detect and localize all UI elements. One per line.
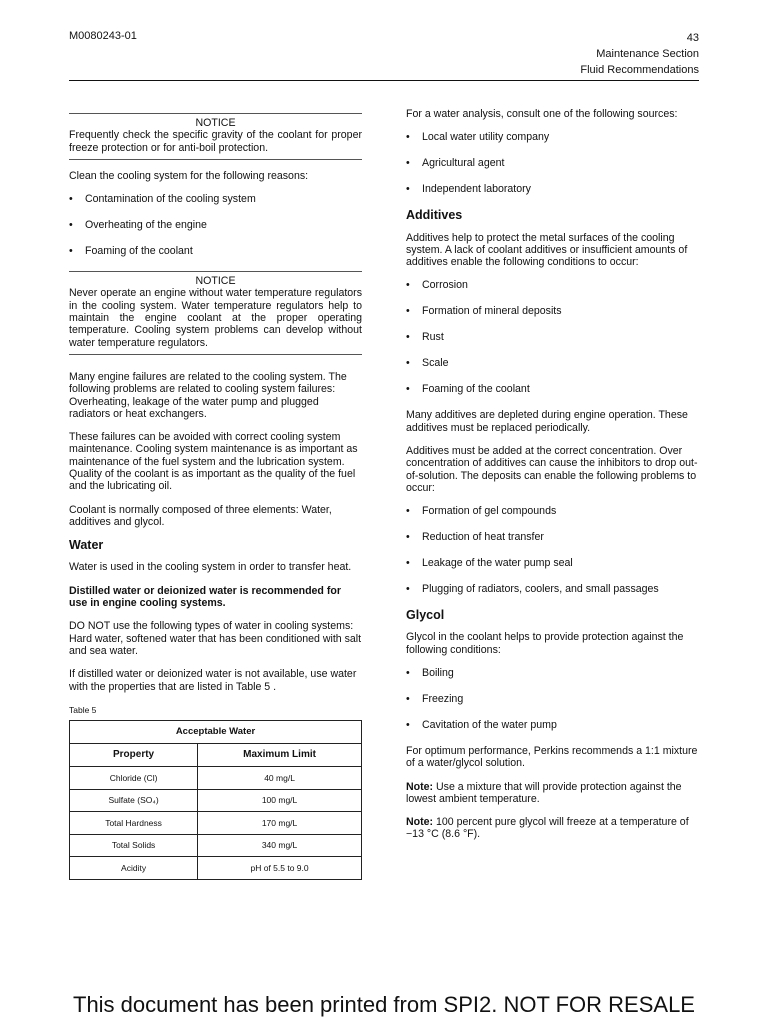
table-caption: Acceptable Water <box>70 721 362 744</box>
table-cell: Chloride (Cl) <box>70 767 198 790</box>
left-column <box>69 108 362 880</box>
list-item: • Agricultural agent <box>406 157 700 169</box>
list-item: • Leakage of the water pump seal <box>406 557 700 569</box>
paragraph: Many engine failures are related to the cooling system. The following problems are related to cooling system failures: Overheating, leakage of the water pump and plugged radiators or heat exchangers. <box>69 370 347 420</box>
notice-title: NOTICE <box>195 275 236 288</box>
table-row <box>70 812 362 835</box>
list-item: • Overheating of the engine <box>69 219 362 231</box>
paragraph: For optimum performance, Perkins recommends a 1:1 mixture of a water/glycol solution. <box>406 744 698 770</box>
list-item: • Independent laboratory <box>406 183 700 195</box>
clean-reasons-list <box>69 193 362 257</box>
conditions-list <box>406 279 700 395</box>
table-cell: Sulfate (SO₄) <box>70 789 198 812</box>
list-item: • Boiling <box>406 667 700 679</box>
table-cell: Total Hardness <box>70 812 198 835</box>
list-item: • Corrosion <box>406 279 700 291</box>
page-number: 43 <box>686 32 699 44</box>
notice-title: NOTICE <box>195 117 236 129</box>
list-item: • Formation of mineral deposits <box>406 305 700 317</box>
table-cell: Acidity <box>70 857 198 880</box>
list-item: • Reduction of heat transfer <box>406 531 700 543</box>
note-2 <box>406 816 700 841</box>
list-item: • Foaming of the coolant <box>69 245 362 257</box>
water-heading: Water <box>69 538 104 553</box>
problems-list <box>406 505 700 595</box>
subsection-title: Fluid Recommendations <box>580 64 699 76</box>
table-row <box>70 857 362 880</box>
notice-text: Frequently check the specific gravity of the coolant for proper freeze protection or for anti-boil protection. <box>69 129 362 154</box>
list-item: • Contamination of the cooling system <box>69 193 362 205</box>
paragraph: Additives help to protect the metal surfaces of the cooling system. A lack of coolant additives or insufficient amounts of additives enable the following conditions to occur: <box>406 231 688 269</box>
list-item: • Freezing <box>406 693 700 705</box>
notice-box-2 <box>69 271 362 355</box>
header-right <box>580 30 699 78</box>
list-item: • Local water utility company <box>406 131 700 143</box>
note-label: Note: <box>406 780 434 793</box>
paragraph: Additives must be added at the correct concentration. Over concentration of additives can cause the inhibitors to drop out-of-solution. The deposits can enable the following problems to occur: <box>406 444 698 494</box>
list-item: • Formation of gel compounds <box>406 505 700 517</box>
list-item: • Cavitation of the water pump <box>406 719 700 731</box>
header-doc-id: M0080243-01 <box>69 30 137 42</box>
section-title: Maintenance Section <box>596 48 699 60</box>
paragraph: DO NOT use the following types of water in cooling systems: Hard water, softened water that has been conditioned with salt and sea water. <box>69 620 362 657</box>
list-item: • Rust <box>406 331 700 343</box>
glycol-heading: Glycol <box>406 608 445 623</box>
column-header: Property <box>70 744 198 767</box>
note-text: Use a mixture that will provide protection against the lowest ambient temperature. <box>406 780 682 805</box>
table-cell: 340 mg/L <box>198 834 362 857</box>
water-recommendation: Distilled water or deionized water is recommended for use in engine cooling systems. <box>69 584 341 610</box>
paragraph: Glycol in the coolant helps to provide protection against the following conditions: <box>406 631 684 656</box>
column-header: Maximum Limit <box>198 744 362 767</box>
note-text: 100 percent pure glycol will freeze at a temperature of −13 °C (8.6 °F). <box>406 816 689 841</box>
header-divider <box>69 80 699 81</box>
list-item: • Scale <box>406 357 700 369</box>
table-cell: 40 mg/L <box>198 767 362 790</box>
table-cell: 170 mg/L <box>198 812 362 835</box>
table-label: Table 5 <box>69 704 97 715</box>
table-row <box>70 767 362 790</box>
right-column <box>406 108 700 852</box>
paragraph: Coolant is normally composed of three elements: Water, additives and glycol. <box>69 503 332 528</box>
notice-box-1 <box>69 113 362 160</box>
additives-heading: Additives <box>406 208 463 223</box>
note-label: Note: <box>406 816 434 829</box>
paragraph: Many additives are depleted during engine operation. These additives must be replaced periodically. <box>406 409 688 434</box>
paragraph: These failures can be avoided with correct cooling system maintenance. Cooling system maintenance is as important as maintenance of the fuel system and the lubrication system. Quality of the coolant is as important as the quality of the fuel and the lubricating oil. <box>69 431 358 493</box>
table-cell: Total Solids <box>70 834 198 857</box>
table-row <box>70 834 362 857</box>
clean-intro: Clean the cooling system for the following reasons: <box>69 169 309 182</box>
notice-text: Never operate an engine without water temperature regulators in the cooling system. Water temperature regulators help to maintain the engine coolant at the proper operating temperature. Cooling system problems can develop without water temperature regulators. <box>69 287 362 349</box>
acceptable-water-table <box>69 720 362 880</box>
sources-list <box>406 131 700 195</box>
table-cell: 100 mg/L <box>198 789 362 812</box>
analysis-intro: For a water analysis, consult one of the following sources: <box>406 108 678 120</box>
paragraph: If distilled water or deionized water is not available, use water with the properties that are listed in Table 5 . <box>69 668 357 693</box>
table-row <box>70 789 362 812</box>
table-cell: pH of 5.5 to 9.0 <box>198 857 362 880</box>
resale-watermark: This document has been printed from SPI2. NOT FOR RESALE <box>73 992 695 1017</box>
note-1 <box>406 781 700 806</box>
list-item: • Plugging of radiators, coolers, and small passages <box>406 583 700 595</box>
glycol-conditions-list <box>406 667 700 731</box>
paragraph: Water is used in the cooling system in order to transfer heat. <box>69 561 352 574</box>
list-item: • Foaming of the coolant <box>406 383 700 395</box>
